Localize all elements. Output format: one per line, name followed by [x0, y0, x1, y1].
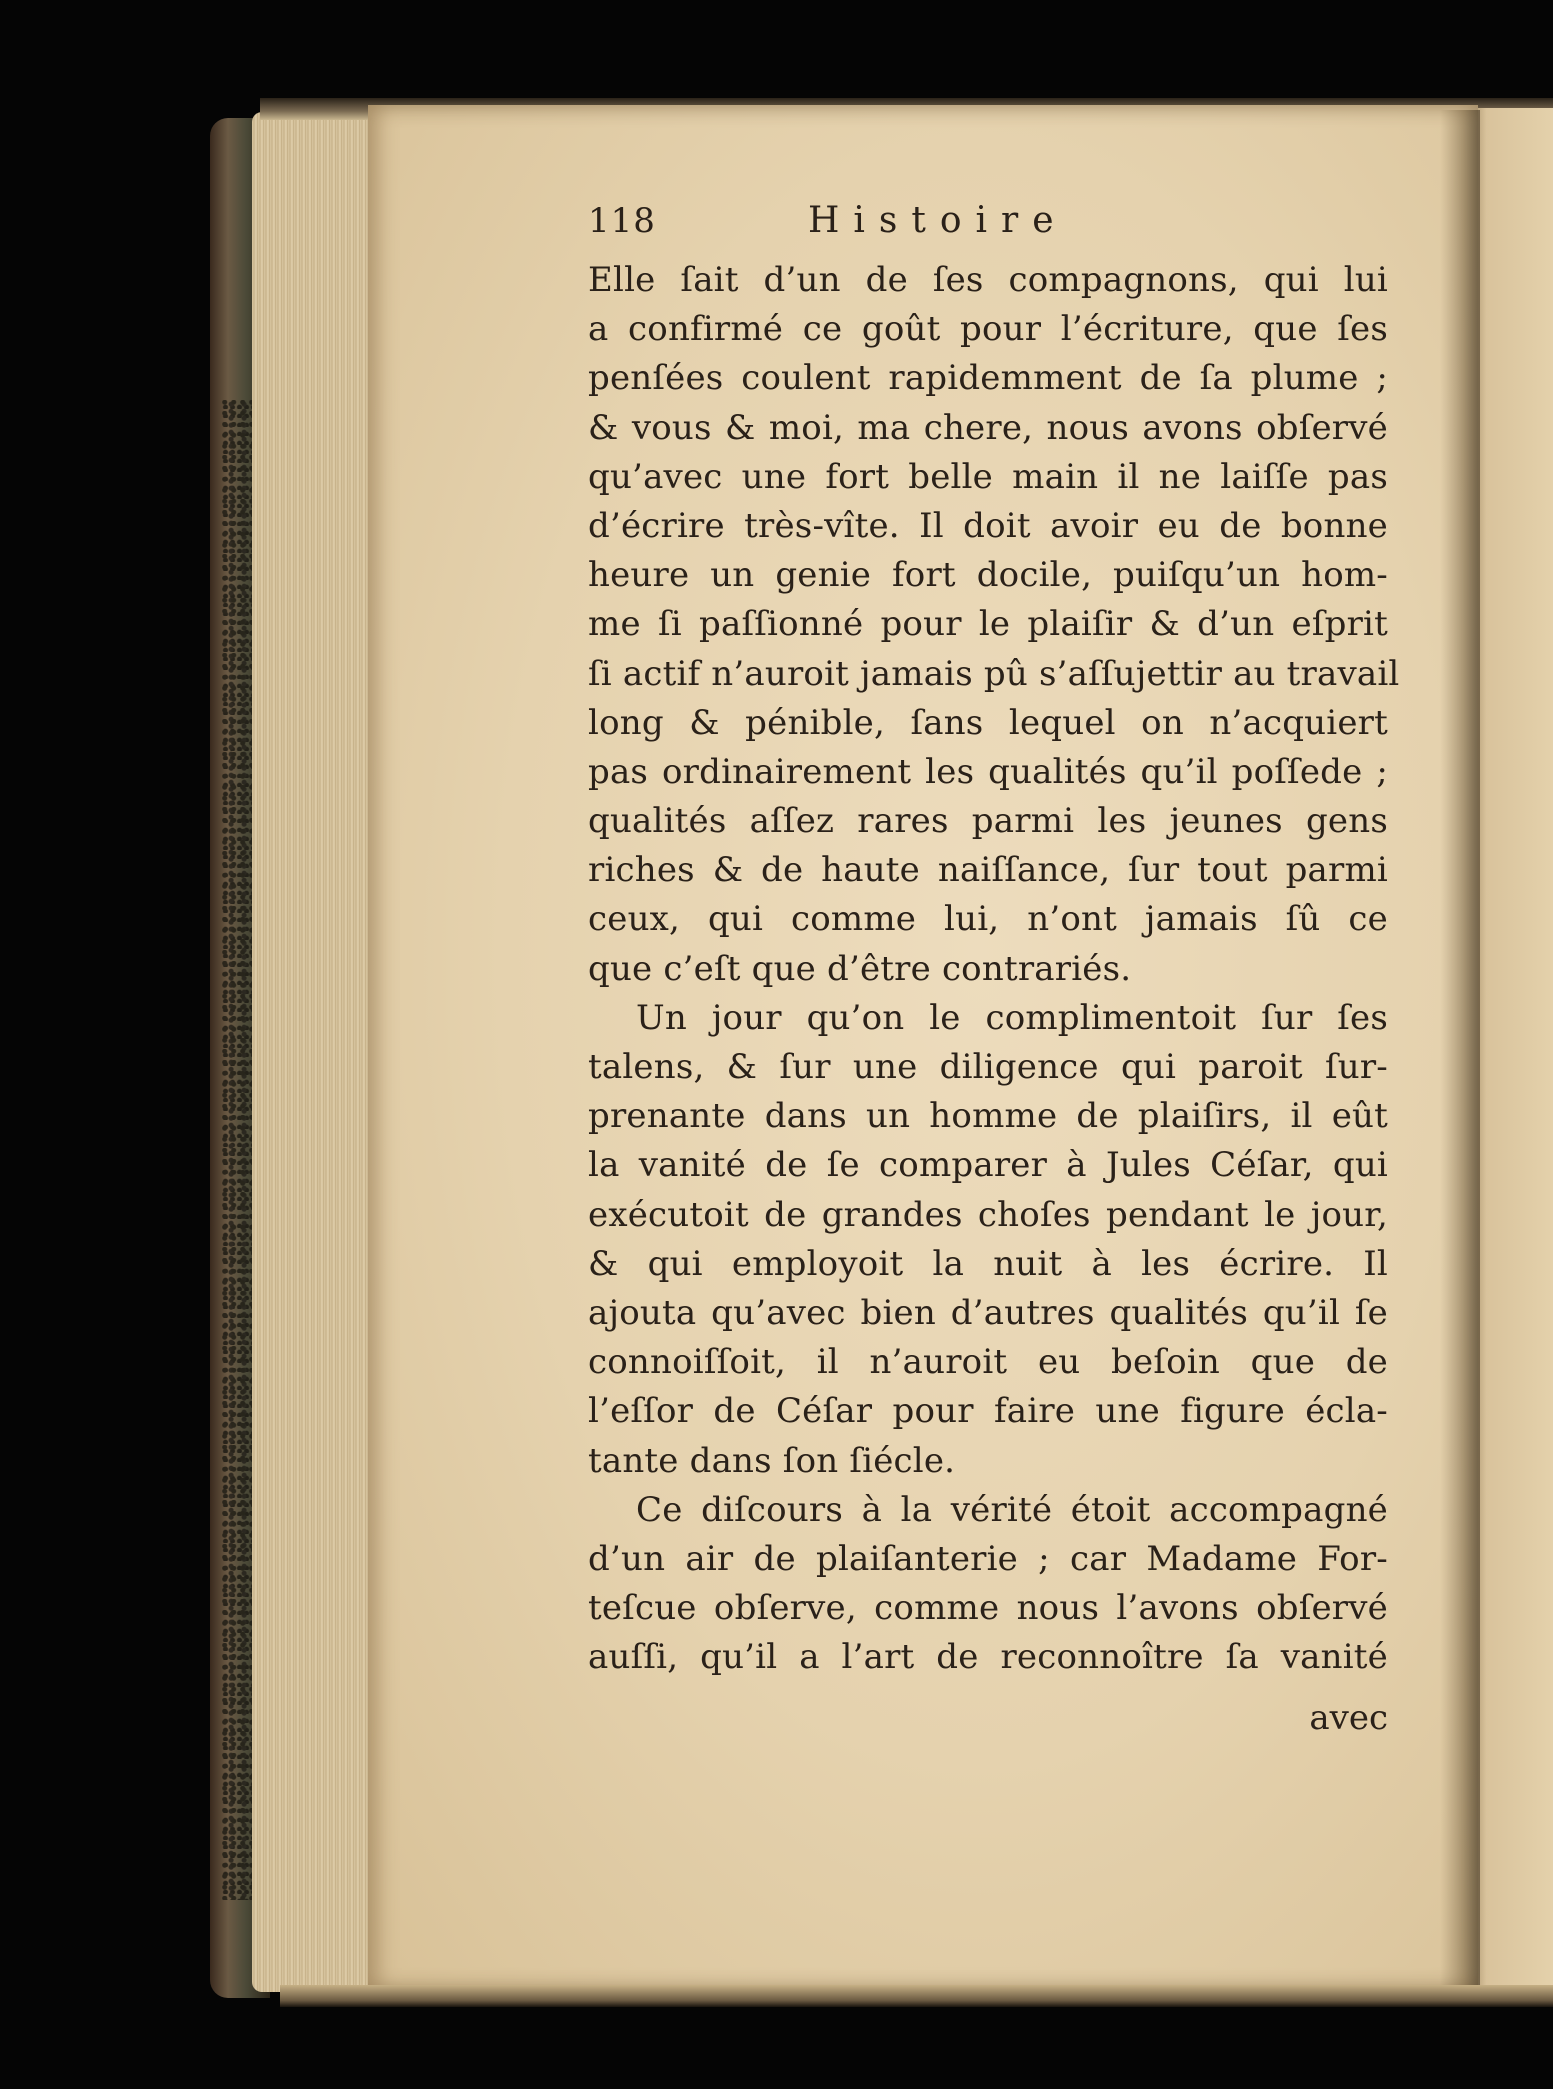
- text-line: l’eſſor de Céſar pour faire une figure écla-: [588, 1391, 1388, 1432]
- text-line: & qui employoit la nuit à les écrire. Il: [588, 1243, 1388, 1284]
- text-line: ſi actif n’auroit jamais pû s’aſſujettir au travail: [588, 653, 1400, 694]
- text-line: exécutoit de grandes choſes pendant le jour,: [588, 1194, 1388, 1235]
- paragraph-2: [588, 994, 1388, 1486]
- text-line: me ſi paſſionné pour le plaiſir & d’un eſprit: [588, 604, 1388, 645]
- text-line: qualités aſſez rares parmi les jeunes gens: [588, 801, 1388, 842]
- text-line: ceux, qui comme lui, n’ont jamais ſû ce: [588, 899, 1388, 940]
- text-line: que c’eſt que d’être contrariés.: [588, 948, 1132, 989]
- text-line: d’écrire très-vîte. Il doit avoir eu de bonne: [588, 505, 1388, 546]
- text-line: teſcue obſerve, comme nous l’avons obſervé: [588, 1588, 1388, 1629]
- paragraph-1: [588, 256, 1400, 994]
- gutter-shadow: [1440, 110, 1480, 1988]
- catchword: avec: [1309, 1698, 1388, 1739]
- text-line: la vanité de ſe comparer à Jules Céſar, qui: [588, 1145, 1388, 1186]
- text-line: Ce diſcours à la vérité étoit accompagné: [636, 1489, 1388, 1530]
- page-number: 118: [588, 201, 656, 241]
- text-line: long & pénible, ſans lequel on n’acquiert: [588, 702, 1388, 743]
- text-line: connoiſſoit, il n’auroit eu beſoin que de: [588, 1342, 1388, 1383]
- text-line: penſées coulent rapidemment de ſa plume ;: [588, 358, 1388, 399]
- text-line: ajouta qu’avec bien d’autres qualités qu’il ſe: [588, 1292, 1388, 1333]
- text-line: prenante dans un homme de plaiſirs, il eût: [588, 1096, 1388, 1137]
- text-line: tante dans ſon ſiécle.: [588, 1440, 956, 1481]
- book-bottom-edge: [280, 1985, 1553, 2007]
- text-line: auſſi, qu’il a l’art de reconnoître ſa vanité: [588, 1637, 1388, 1678]
- running-header: [588, 200, 1388, 256]
- stacked-page-edges: [252, 112, 372, 1992]
- text-line: heure un genie fort docile, puiſqu’un hom-: [588, 555, 1388, 596]
- text-line: Un jour qu’on le complimentoit ſur ſes: [636, 997, 1388, 1038]
- text-line: Elle ſait d’un de ſes compagnons, qui lui: [588, 260, 1388, 300]
- text-line: riches & de haute naiſſance, ſur tout parmi: [588, 850, 1388, 891]
- paragraph-3: [588, 1486, 1388, 1683]
- facing-page-edge: [1470, 108, 1553, 1988]
- text-line: talens, & ſur une diligence qui paroit ſur-: [588, 1047, 1388, 1087]
- page-text: [588, 200, 1400, 1743]
- text-line: a confirmé ce goût pour l’écriture, que ſes: [588, 309, 1388, 350]
- running-title: Histoire: [808, 200, 1068, 241]
- text-line: pas ordinairement les qualités qu’il poſſede ;: [588, 751, 1388, 792]
- text-line: & vous & moi, ma chere, nous avons obſervé: [588, 407, 1388, 448]
- text-line: d’un air de plaiſanterie ; car Madame For-: [588, 1538, 1388, 1579]
- text-line: qu’avec une fort belle main il ne laiſſe pas: [588, 456, 1388, 497]
